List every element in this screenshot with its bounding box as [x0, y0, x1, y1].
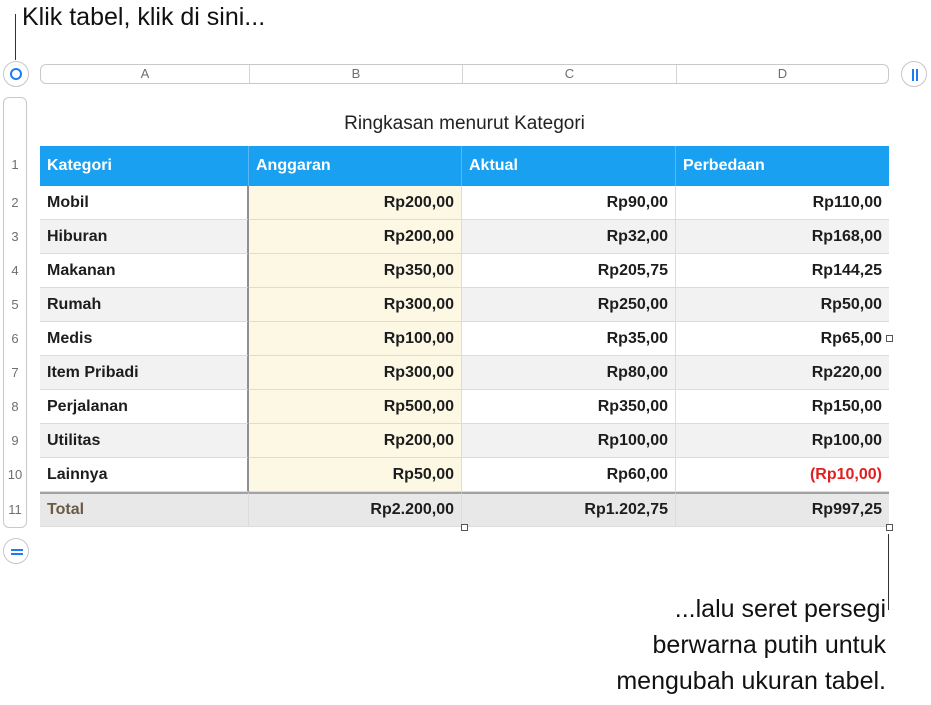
- cell-budget[interactable]: Rp200,00: [249, 220, 462, 254]
- cell-budget[interactable]: Rp50,00: [249, 458, 462, 492]
- cell-actual[interactable]: Rp100,00: [462, 424, 676, 458]
- row-header-3[interactable]: 3: [11, 229, 19, 244]
- cell-actual[interactable]: Rp60,00: [462, 458, 676, 492]
- callout-bottom: [486, 591, 886, 699]
- header-cell-anggaran[interactable]: Anggaran: [249, 146, 462, 186]
- row-header-9[interactable]: 9: [11, 433, 19, 448]
- cell-difference[interactable]: Rp110,00: [676, 186, 889, 220]
- cell-category[interactable]: Hiburan: [40, 220, 249, 254]
- footer-cell-budget-total[interactable]: Rp2.200,00: [249, 492, 462, 527]
- callout-top: Klik tabel, klik di sini...: [22, 3, 266, 31]
- callout-bottom-line-2: berwarna putih untuk: [652, 631, 886, 659]
- table-row: [40, 254, 889, 288]
- cell-actual[interactable]: Rp205,75: [462, 254, 676, 288]
- add-column-icon[interactable]: [901, 61, 927, 87]
- column-reference-bar[interactable]: [40, 64, 889, 84]
- cell-actual[interactable]: Rp350,00: [462, 390, 676, 424]
- column-header-d[interactable]: D: [777, 66, 788, 81]
- cell-budget[interactable]: Rp500,00: [249, 390, 462, 424]
- cell-budget[interactable]: Rp300,00: [249, 356, 462, 390]
- column-header-c[interactable]: C: [463, 65, 677, 83]
- cell-difference[interactable]: Rp50,00: [676, 288, 889, 322]
- column-header-b[interactable]: B: [250, 65, 463, 83]
- cell-budget[interactable]: Rp100,00: [249, 322, 462, 356]
- table-row: [40, 424, 889, 458]
- cell-budget[interactable]: Rp300,00: [249, 288, 462, 322]
- cell-budget[interactable]: Rp200,00: [249, 424, 462, 458]
- row-header-2[interactable]: 2: [11, 195, 19, 210]
- cell-actual[interactable]: Rp250,00: [462, 288, 676, 322]
- row-header-8[interactable]: 8: [11, 399, 19, 414]
- row-header-5[interactable]: 5: [11, 297, 19, 312]
- callout-bottom-line-1: ...lalu seret persegi: [674, 595, 886, 623]
- row-header-4[interactable]: 4: [11, 263, 19, 278]
- cell-category[interactable]: Rumah: [40, 288, 249, 322]
- cell-difference[interactable]: Rp220,00: [676, 356, 889, 390]
- table-row: [40, 322, 889, 356]
- cell-actual[interactable]: Rp90,00: [462, 186, 676, 220]
- cell-difference[interactable]: Rp100,00: [676, 424, 889, 458]
- cell-difference[interactable]: Rp65,00: [676, 322, 889, 356]
- cell-actual[interactable]: Rp80,00: [462, 356, 676, 390]
- cell-difference[interactable]: Rp144,25: [676, 254, 889, 288]
- table-row: [40, 356, 889, 390]
- table-row: [40, 288, 889, 322]
- header-cell-kategori[interactable]: Kategori: [40, 146, 249, 186]
- cell-difference[interactable]: Rp168,00: [676, 220, 889, 254]
- column-header-a[interactable]: A: [41, 65, 250, 83]
- cell-category[interactable]: Perjalanan: [40, 390, 249, 424]
- header-cell-aktual[interactable]: Aktual: [462, 146, 676, 186]
- cell-difference-negative[interactable]: (Rp10,00): [676, 458, 889, 492]
- cell-actual[interactable]: Rp35,00: [462, 322, 676, 356]
- footer-cell-total-label[interactable]: Total: [40, 492, 249, 527]
- table-row: [40, 458, 889, 492]
- header-row: [40, 146, 889, 186]
- footer-cell-actual-total[interactable]: Rp1.202,75: [462, 492, 676, 527]
- table-title[interactable]: Ringkasan menurut Kategori: [344, 113, 585, 134]
- table-select-icon[interactable]: [3, 61, 29, 87]
- cell-category[interactable]: Medis: [40, 322, 249, 356]
- cell-budget[interactable]: Rp350,00: [249, 254, 462, 288]
- add-row-icon[interactable]: [3, 538, 29, 564]
- row-header-6[interactable]: 6: [11, 331, 19, 346]
- cell-budget[interactable]: Rp200,00: [249, 186, 462, 220]
- resize-handle-right[interactable]: [886, 335, 893, 342]
- table-row: [40, 186, 889, 220]
- footer-row: [40, 492, 889, 527]
- cell-category[interactable]: Lainnya: [40, 458, 249, 492]
- callout-bottom-pointer: [888, 534, 889, 610]
- table-row: [40, 390, 889, 424]
- callout-top-pointer: [15, 14, 16, 60]
- cell-difference[interactable]: Rp150,00: [676, 390, 889, 424]
- row-header-10[interactable]: 10: [7, 467, 23, 482]
- row-header-11[interactable]: 11: [8, 502, 22, 517]
- cell-category[interactable]: Mobil: [40, 186, 249, 220]
- table-row: [40, 220, 889, 254]
- row-header-1[interactable]: 1: [11, 157, 19, 172]
- data-table[interactable]: [40, 146, 889, 527]
- cell-category[interactable]: Makanan: [40, 254, 249, 288]
- resize-handle-corner[interactable]: [886, 524, 893, 531]
- resize-handle-bottom[interactable]: [461, 524, 468, 531]
- row-header-7[interactable]: 7: [11, 365, 19, 380]
- cell-actual[interactable]: Rp32,00: [462, 220, 676, 254]
- header-cell-perbedaan[interactable]: Perbedaan: [676, 146, 889, 186]
- cell-category[interactable]: Item Pribadi: [40, 356, 249, 390]
- cell-category[interactable]: Utilitas: [40, 424, 249, 458]
- footer-cell-difference-total[interactable]: Rp997,25: [676, 492, 889, 527]
- row-reference-bar[interactable]: [3, 97, 27, 528]
- callout-bottom-line-3: mengubah ukuran tabel.: [616, 667, 886, 695]
